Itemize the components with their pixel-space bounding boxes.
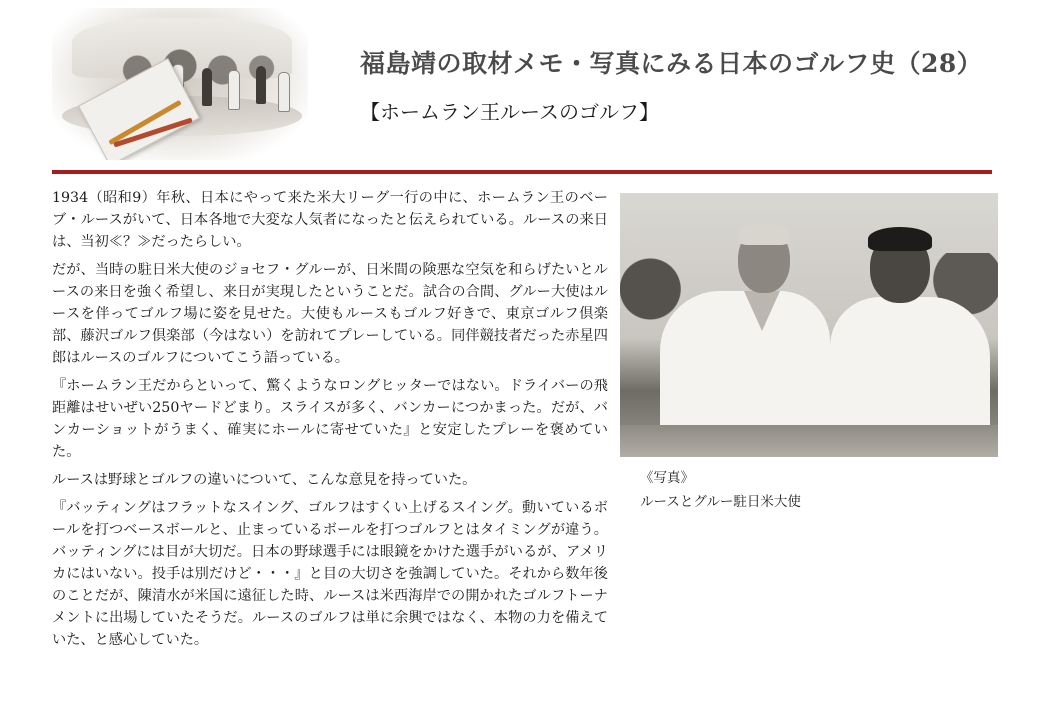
header-decoration-image [52,8,308,160]
article-paragraph: 『ホームラン王だからといって、驚くようなロングヒッターではない。ドライバーの飛距離はせいぜい250ヤードどまり。スライスが多く、バンカーにつかまった。だが、バンカーショットがうまく、確実にホールに寄せていた』と安定したプレーを褒めていた。 [52,378,608,460]
header-image-figure [202,68,212,106]
article-paragraph: 『バッティングはフラットなスイング、ゴルフはすくい上げるスイング。動いているボールを打つベースボールと、止まっているボールを打つゴルフとはタイミングが違う。バッティングには目が大切だ。日本の野球選手には眼鏡をかけた選手がいるが、アメリカにはいない。投手は別だけど・・・』と目の大切さを強調していた。それから数年後のことだが、陳清水が米国に遠征した時、ルースは米西海岸での開かれたゴルフトーナメントに出場していたそうだ。ルースのゴルフは単に余興ではなく、本物の力を備えていた、と感心していた。 [52,500,608,648]
header-image-figure [256,66,266,104]
photo-caption [640,466,801,514]
photo-hair-right [868,227,932,251]
article-paragraph: ルースは野球とゴルフの違いについて、こんな意見を持っていた。 [52,472,477,488]
photo-caption-text: ルースとグルー駐日米大使 [640,494,801,510]
photo-hair-left [738,223,790,245]
header-image-figure [278,72,290,112]
article-paragraph: 1934（昭和9）年秋、日本にやって来た米大リーグ一行の中に、ホームラン王のベーブ・ルースがいて、日本各地で大変な人気者になったと伝えられている。ルースの来日は、当初≪？≫だったらしい。 [52,190,608,250]
header-image-figure [228,70,240,110]
page-subtitle: 【ホームラン王ルースのゴルフ】 [360,100,659,124]
header-divider [52,170,992,174]
article-paragraph: だが、当時の駐日米大使のジョセフ・グルーが、日米間の険悪な空気を和らげたいとルースの来日を強く希望し、来日が実現したということだ。試合の合間、グルー大使はルースを伴ってゴルフ場に姿を見せた。大使もルースもゴルフ好きで、東京ゴルフ倶楽部、藤沢ゴルフ倶楽部（今はない）を訪れてプレーしている。同伴競技者だった赤星四郎はルースのゴルフについてこう語っている。 [52,262,608,366]
photo-ground [620,425,998,457]
article-body [52,187,608,657]
photo-caption-label: 《写真》 [640,470,694,486]
page-title: 福島靖の取材メモ・写真にみる日本のゴルフ史（28） [360,49,983,78]
article-photo [620,193,998,457]
